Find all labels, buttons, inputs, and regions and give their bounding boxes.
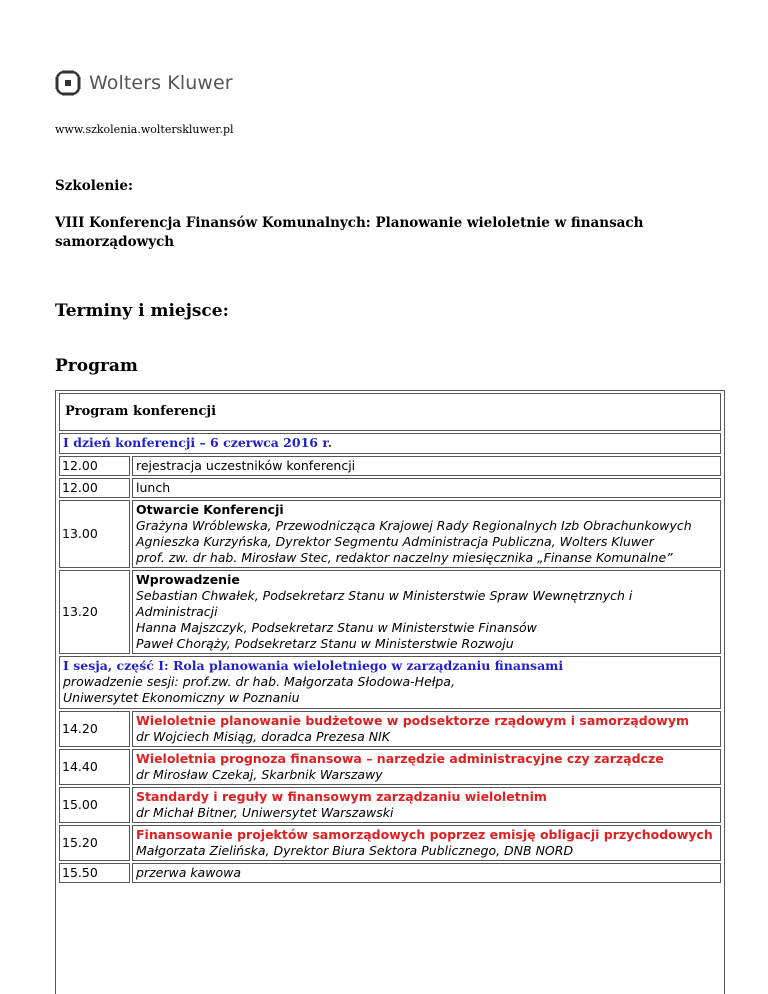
speaker-line: Agnieszka Kurzyńska, Dyrektor Segmentu Administracja Publiczna, Wolters Kluwer <box>136 534 654 549</box>
row-description <box>132 570 721 654</box>
day-header <box>59 433 721 454</box>
talk-speaker: Małgorzata Zielińska, Dyrektor Biura Sektora Publicznego, DNB NORD <box>136 843 574 858</box>
table-row-opening <box>59 500 721 568</box>
speaker-line: Hanna Majszczyk, Podsekretarz Stanu w Ministerstwie Finansów <box>136 620 537 635</box>
table-row-break <box>59 863 721 883</box>
table-row <box>59 456 721 476</box>
opening-title: Otwarcie Konferencji <box>136 502 284 517</box>
table-row-talk <box>59 787 721 823</box>
speaker-line: Grażyna Wróblewska, Przewodnicząca Krajowej Rady Regionalnych Izb Obrachunkowych <box>136 518 692 533</box>
row-time: 15.00 <box>59 787 130 823</box>
row-time: 12.00 <box>59 456 130 476</box>
talk-title: Wieloletnia prognoza finansowa – narzędzie administracyjne czy zarządcze <box>136 751 664 766</box>
talk-speaker: dr Wojciech Misiąg, doradca Prezesa NIK <box>136 729 390 744</box>
talk-title: Finansowanie projektów samorządowych poprzez emisję obligacji przychodowych <box>136 827 713 842</box>
row-time: 14.40 <box>59 749 130 785</box>
table-row-talk <box>59 711 721 747</box>
row-description: lunch <box>132 478 721 498</box>
table-row-talk <box>59 825 721 861</box>
brand-name: Wolters Kluwer <box>89 72 233 94</box>
wolters-kluwer-logo-icon <box>55 70 81 96</box>
table-row-intro <box>59 570 721 654</box>
row-time: 13.20 <box>59 570 130 654</box>
talk-speaker: dr Michał Bitner, Uniwersytet Warszawski <box>136 805 394 820</box>
row-description <box>132 749 721 785</box>
program-table-title-text: Program konferencji <box>65 403 217 419</box>
row-time: 12.00 <box>59 478 130 498</box>
speaker-line: Sebastian Chwałek, Podsekretarz Stanu w Ministerstwie Spraw Wewnętrznych i Administracji <box>136 588 633 619</box>
site-url[interactable]: www.szkolenia.wolterskluwer.pl <box>55 123 234 136</box>
session-title: I sesja, część I: Rola planowania wieloletniego w zarządzaniu finansami <box>63 658 564 673</box>
terms-heading: Terminy i miejsce: <box>55 301 229 321</box>
course-label: Szkolenie: <box>55 178 134 194</box>
row-time: 15.20 <box>59 825 130 861</box>
talk-title: Wieloletnie planowanie budżetowe w podsektorze rządowym i samorządowym <box>136 713 689 728</box>
program-heading: Program <box>55 356 138 376</box>
talk-title: Standardy i reguły w finansowym zarządzaniu wieloletnim <box>136 789 547 804</box>
session-header <box>59 656 721 709</box>
intro-title: Wprowadzenie <box>136 572 240 587</box>
brand-logo <box>55 70 233 96</box>
row-time: 14.20 <box>59 711 130 747</box>
course-title: VIII Konferencja Finansów Komunalnych: Planowanie wieloletnie w finansach samorządowych <box>55 215 644 250</box>
row-description <box>132 787 721 823</box>
session-chair-affiliation: Uniwersytet Ekonomiczny w Poznaniu <box>63 690 300 705</box>
row-time: 15.50 <box>59 863 130 883</box>
row-description: przerwa kawowa <box>132 863 721 883</box>
row-description <box>132 711 721 747</box>
day-header-text: I dzień konferencji – 6 czerwca 2016 r. <box>63 435 333 450</box>
row-description: rejestracja uczestników konferencji <box>132 456 721 476</box>
session-chair: prowadzenie sesji: prof.zw. dr hab. Małgorzata Słodowa-Hełpa, <box>63 674 455 689</box>
row-time: 13.00 <box>59 500 130 568</box>
speaker-line: prof. zw. dr hab. Mirosław Stec, redaktor naczelny miesięcznika „Finanse Komunalne” <box>136 550 673 565</box>
speaker-line: Paweł Chorąży, Podsekretarz Stanu w Ministerstwie Rozwoju <box>136 636 514 651</box>
table-row-talk <box>59 749 721 785</box>
row-description <box>132 825 721 861</box>
program-table <box>55 390 725 994</box>
program-table-title <box>59 393 721 431</box>
talk-speaker: dr Mirosław Czekaj, Skarbnik Warszawy <box>136 767 383 782</box>
table-row <box>59 478 721 498</box>
row-description <box>132 500 721 568</box>
